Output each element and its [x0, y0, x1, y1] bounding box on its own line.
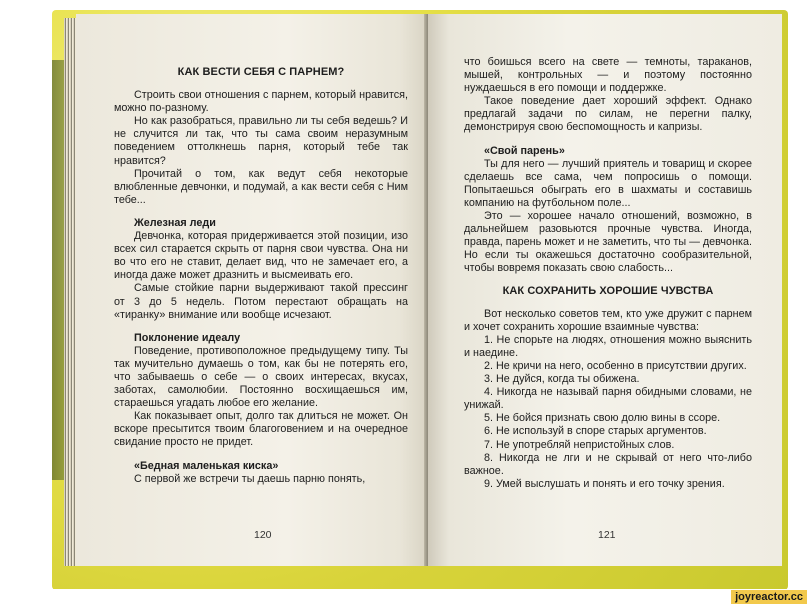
list-item: 3. Не дуйся, когда ты обижена.: [484, 373, 640, 386]
list-item: 6. Не используй в споре старых аргументов.: [484, 425, 707, 438]
paragraph: Это — хорошее начало отношений, возможно, в дальнейшем разовьются прочные чувства. Иногда, правда, парень может и не заметить, что ты — девчонка. Но если ты окажешься достаточно сообразительной, чтобы вовремя показать свою слабость...: [464, 210, 752, 275]
list-item: 5. Не бойся признать свою долю вины в ссоре.: [484, 412, 721, 425]
paragraph: Но как разобраться, правильно ли ты себя ведешь? И не случится ли так, что ты сама своим неразумным поведением оттолкнешь парня, который тебе так нравится?: [114, 115, 408, 167]
paragraph: С первой же встречи ты даешь парню понять,: [134, 472, 366, 485]
page-number: 121: [598, 528, 616, 541]
list-item: 8. Никогда не лги и не скрывай от него что-либо важное.: [464, 451, 752, 477]
list-item: 2. Не кричи на него, особенно в присутствии других.: [484, 359, 747, 372]
paragraph: Девчонка, которая придерживается этой позиции, изо всех сил старается скрыть от парня свои чувства. Она ни во что его не ставит, делает вид, что не замечает его, а иногда даже может дразнить и высмеивать его.: [114, 230, 408, 282]
list-item: 1. Не спорьте на людях, отношения можно выяснить и наедине.: [464, 333, 752, 359]
section-title: «Свой парень»: [484, 144, 565, 157]
paragraph: Прочитай о том, как ведут себя некоторые влюбленные девчонки, и подумай, а как вести себя с Ним тебе...: [114, 167, 408, 206]
list-item: 9. Умей выслушать и понять и его точку зрения.: [484, 477, 725, 490]
paragraph: Ты для него — лучший приятель и товарищ и скорее сделаешь все сама, чем попросишь о помощи. Попытаешься обыграть его в шахматы и составишь компанию на футбольном поле...: [464, 157, 752, 209]
paragraph: Такое поведение дает хороший эффект. Однако предлагай задачи по силам, не перегни палку, демонстрируя свою беспомощность и капризы.: [464, 95, 752, 134]
footer-strip: [0, 589, 811, 604]
page-heading: КАК ВЕСТИ СЕБЯ С ПАРНЕМ?: [177, 66, 345, 78]
left-page: [76, 14, 428, 566]
paragraph: Как показывает опыт, долго так длиться не может. Он вскоре пресытится твоим благоговением и на очередное свидание просто не придет.: [114, 410, 408, 449]
paragraph: Поведение, противоположное предыдущему типу. Ты так мучительно думаешь о том, как бы не потерять его, что забываешь о себе — о своих интересах, вкусах, заботах, самолюбии. Постоянно восхищаешься им, стараешься угадать любое его желание.: [114, 344, 408, 410]
list-item: 4. Никогда не называй парня обидными словами, не унижай.: [464, 386, 752, 412]
right-page: [428, 14, 782, 566]
paragraph: Вот несколько советов тем, кто уже дружит с парнем и хочет сохранить хорошие взаимные чувства:: [464, 307, 752, 333]
section-title: «Бедная маленькая киска»: [134, 459, 279, 472]
section-title: Железная леди: [134, 216, 216, 229]
site-watermark: joyreactor.cc: [731, 590, 807, 604]
paragraph: что боишься всего на свете — темноты, тараканов, мышей, контрольных — и поэтому постоянно нуждаешься в его помощи и поддержке.: [464, 56, 752, 95]
paragraph: Самые стойкие парни выдерживают такой прессинг от 3 до 5 недель. Потом перестают обращать на «тиранку» внимание или вообще исчезают.: [114, 282, 408, 321]
paragraph: Строить свои отношения с парнем, который нравится, можно по-разному.: [114, 89, 408, 115]
section-heading: КАК СОХРАНИТЬ ХОРОШИЕ ЧУВСТВА: [502, 284, 714, 297]
list-item: 7. Не употребляй непристойных слов.: [484, 438, 675, 451]
section-title: Поклонение идеалу: [134, 331, 241, 344]
page-number: 120: [254, 528, 272, 541]
